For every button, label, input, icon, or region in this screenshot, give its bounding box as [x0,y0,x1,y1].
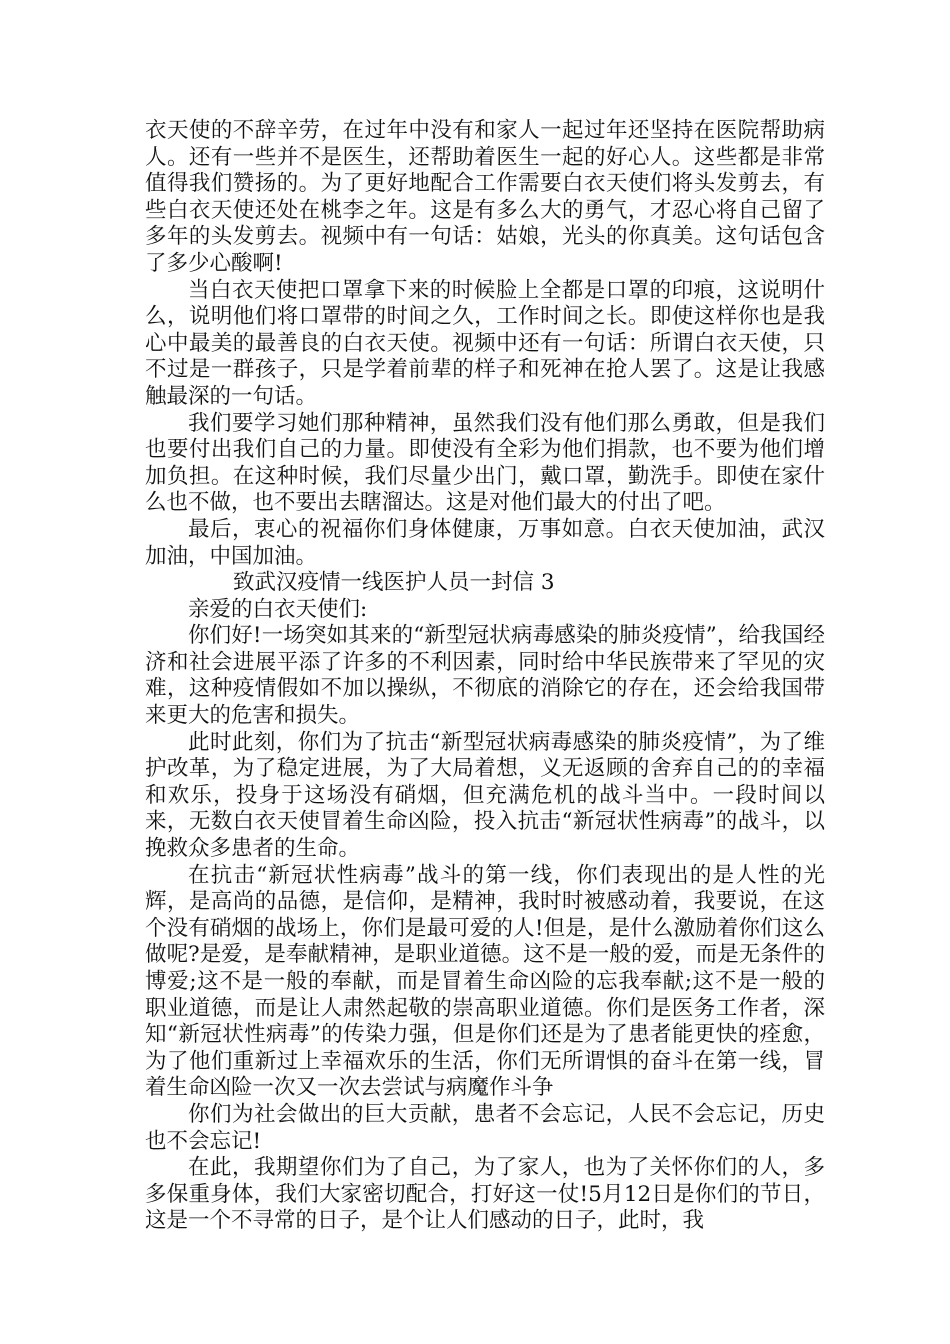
salutation: 亲爱的白衣天使们: [188,596,368,622]
document-page [145,118,825,1235]
paragraph: 你们为社会做出的巨大贡献，患者不会忘记，人民不会忘记，历史也不会忘记! [145,1101,825,1154]
paragraph-continuation: 衣天使的不辞辛劳，在过年中没有和家人一起过年还坚持在医院帮助病人。还有一些并不是医生，还帮助着医生一起的好心人。这些都是非常值得我们赞扬的。为了更好地配合工作需要白衣天使们将头发剪去，有些白衣天使还处在桃李之年。这是有多么大的勇气，才忍心将自己留了多年的头发剪去。视频中有一句话：姑娘，光头的你真美。这句话包含了多少心酸啊! [145,118,825,276]
paragraph: 你们好!一场突如其来的“新型冠状病毒感染的肺炎疫情”，给我国经济和社会进展平添了许多的不利因素，同时给中华民族带来了罕见的灾难，这种疫情假如不加以操纵，不彻底的消除它的存在，还会给我国带来更大的危害和损失。 [145,623,825,729]
paragraph: 在抗击“新冠状性病毒”战斗的第一线，你们表现出的是人性的光辉，是高尚的品德，是信仰，是精神，我时时被感动着，我要说，在这个没有硝烟的战场上，你们是最可爱的人!但是，是什么激励着你们这么做呢?是爱，是奉献精神，是职业道德。这不是一般的爱，而是无条件的博爱;这不是一般的奉献，而是冒着生命凶险的忘我奉献;这不是一般的职业道德，而是让人肃然起敬的崇高职业道德。你们是医务工作者，深知“新冠状性病毒”的传染力强，但是你们还是为了患者能更快的痊愈，为了他们重新过上幸福欢乐的生活，你们无所谓惧的奋斗在第一线，冒着生命凶险一次又一次去尝试与病魔作斗争 [145,862,825,1101]
paragraph: 此时此刻，你们为了抗击“新型冠状病毒感染的肺炎疫情”，为了维护改革，为了稳定进展，为了大局着想，义无返顾的舍弃自己的的幸福和欢乐，投身于这场没有硝烟，但充满危机的战斗当中。一段时间以来，无数白衣天使冒着生命凶险，投入抗击“新冠状性病毒”的战斗，以挽救众多患者的生命。 [145,729,825,862]
paragraph: 我们要学习她们那种精神，虽然我们没有他们那么勇敢，但是我们也要付出我们自己的力量。即使没有全彩为他们捐款，也不要为他们增加负担。在这种时候，我们尽量少出门，戴口罩，勤洗手。即使在家什么也不做，也不要出去瞎溜达。这是对他们最大的付出了吧。 [145,410,825,516]
paragraph: 最后，衷心的祝福你们身体健康，万事如意。白衣天使加油，武汉加油，中国加油。 [145,516,825,569]
letter-heading: 致武汉疫情一线医护人员一封信 3 [233,570,555,596]
paragraph: 当白衣天使把口罩拿下来的时候脸上全都是口罩的印痕，这说明什么，说明他们将口罩带的时间之久，工作时间之长。即使这样你也是我心中最美的最善良的白衣天使。视频中还有一句话：所谓白衣天使，只不过是一群孩子，只是学着前辈的样子和死神在抢人罢了。这是让我感触最深的一句话。 [145,277,825,409]
paragraph: 在此，我期望你们为了自己，为了家人，也为了关怀你们的人，多多保重身体，我们大家密切配合，打好这一仗!5月12日是你们的节日，这是一个不寻常的日子，是个让人们感动的日子，此时，我 [145,1155,825,1234]
